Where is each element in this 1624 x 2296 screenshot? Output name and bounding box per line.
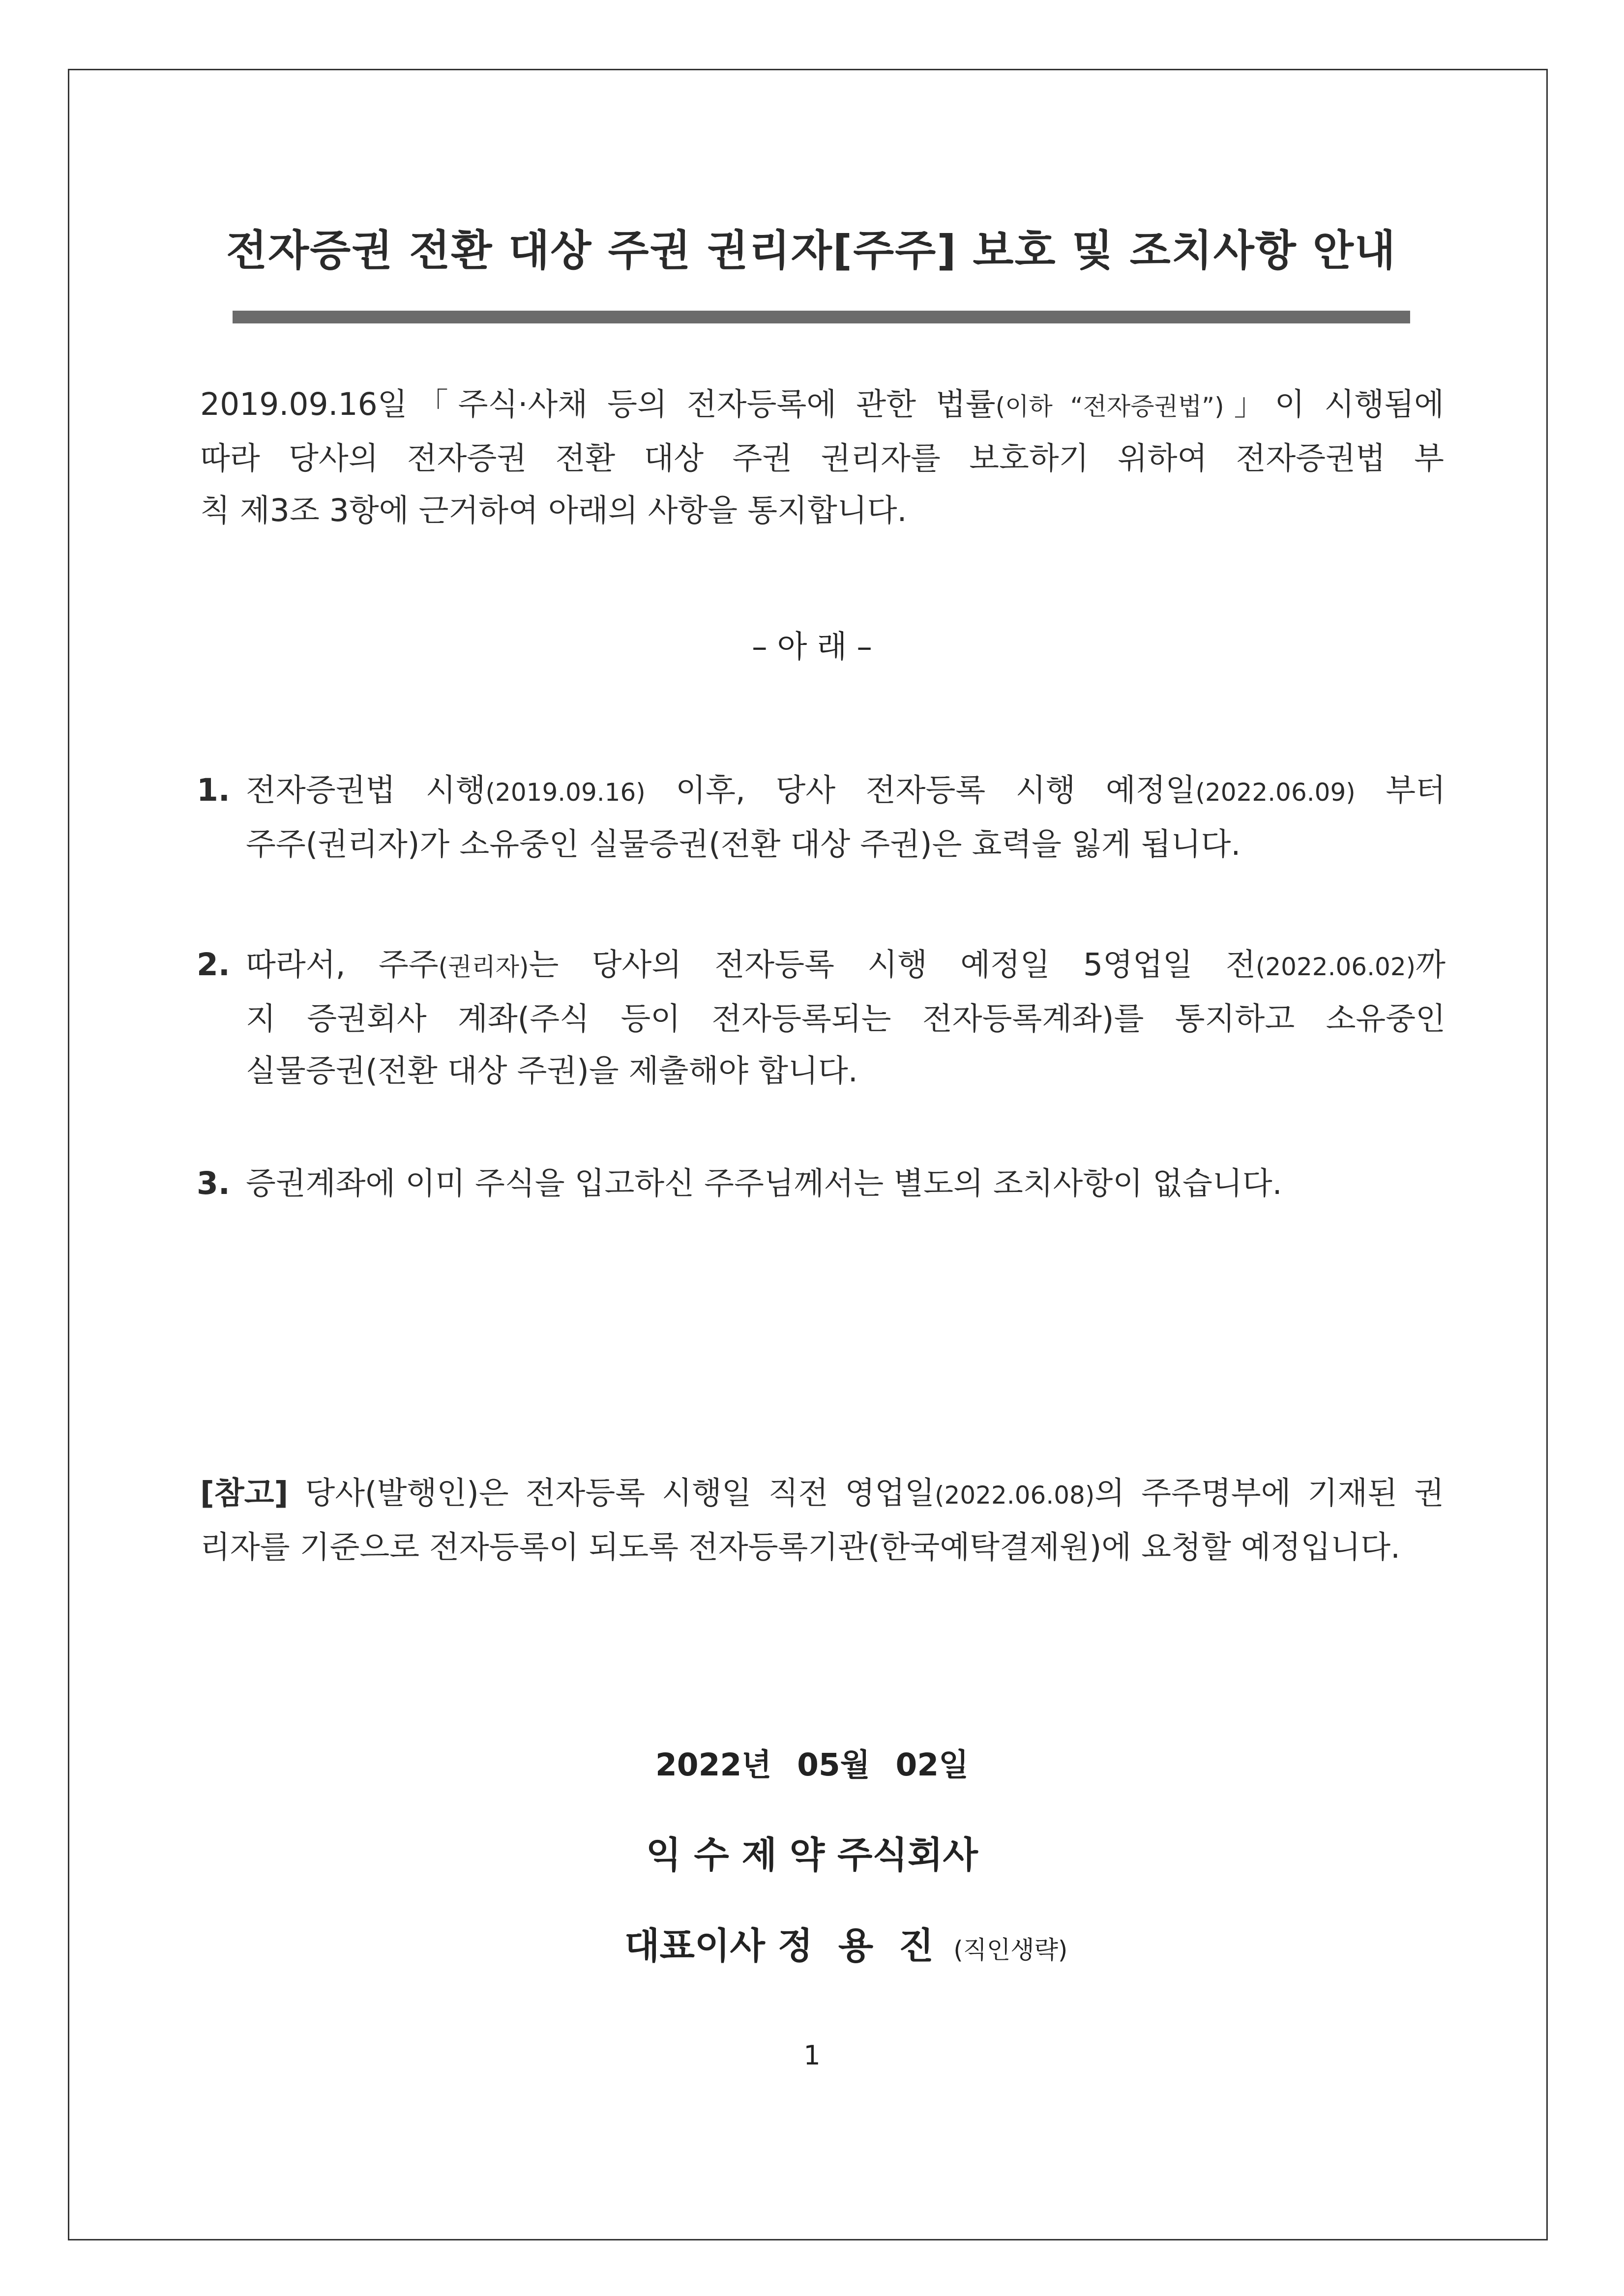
company-name: 익 수 제 약 주식회사 [646,1834,978,1876]
intro-line-3: 칙 제3조 3항에 근거하여 아래의 사항을 통지합니다. [200,493,907,528]
reference-tag: [참고] [200,1475,289,1511]
item-date: (2022.06.09) [1195,778,1356,807]
reference-line [200,1467,1444,1521]
item-date: (2019.09.16) [485,778,646,807]
intro-abbrev-note: (이하 “전자증권법”) [995,392,1224,421]
item-text: 따라서, 주주 [246,947,439,983]
item-date: (2022.06.02) [1255,953,1416,981]
intro-text: 2019.09.16일「주식·사채 등의 전자등록에 관한 법률 [200,386,996,422]
item-text: 이후, 당사 전자등록 시행 예정일 [645,772,1196,808]
list-item-3 [197,1158,1446,1210]
ceo-signature-line [624,1917,1067,1969]
item-note: (권리자) [438,953,529,981]
intro-text: 」이 시행됨에 [1224,386,1444,422]
intro-paragraph [200,378,1444,537]
item-text: 전자증권법 시행 [246,772,486,808]
reference-text: 의 주주명부에 기재된 권 [1094,1475,1444,1511]
intro-line-2: 따라 당사의 전자증권 전환 대상 주권 권리자를 보호하기 위하여 전자증권법 부 [200,440,1444,476]
seal-note: (직인생략) [953,1936,1068,1964]
document-title: 전자증권 전환 대상 주권 권리자[주주] 보호 및 조치사항 안내 [226,226,1396,275]
reference-text: 당사(발행인)은 전자등록 시행일 직전 영업일 [288,1475,935,1511]
below-heading: – 아 래 – [752,629,872,665]
item-line: 주주(권리자)가 소유중인 실물증권(전환 대상 주권)은 효력을 잃게 됩니다. [246,826,1241,862]
item-text: 는 당사의 전자등록 시행 예정일 5영업일 전 [529,947,1256,983]
list-item-2 [197,939,1446,1097]
item-line: 증권계좌에 이미 주식을 입고하신 주주님께서는 별도의 조치사항이 없습니다. [246,1165,1282,1201]
item-text: 부터 [1355,772,1446,808]
item-number: 3. [197,1165,230,1201]
reference-note [200,1467,1444,1573]
item-line [246,764,1446,818]
intro-line-1 [200,378,1444,433]
item-number: 2. [197,947,230,983]
title-underline-bar [233,311,1410,323]
item-number: 1. [197,772,230,808]
item-line [246,939,1446,993]
reference-date: (2022.06.08) [935,1481,1095,1510]
item-text: 까 [1416,947,1446,983]
ceo-name: 대표이사 정 용 진 [624,1925,934,1967]
reference-line: 리자를 기준으로 전자등록이 되도록 전자등록기관(한국예탁결제원)에 요청할 예정입니다. [200,1529,1401,1565]
page-number: 1 [803,2040,821,2071]
item-line: 지 증권회사 계좌(주식 등이 전자등록되는 전자등록계좌)를 통지하고 소유중인 [246,1001,1446,1037]
list-item-1 [197,764,1446,871]
document-date: 2022년 05월 02일 [655,1747,969,1783]
item-line: 실물증권(전환 대상 주권)을 제출해야 합니다. [246,1053,858,1089]
